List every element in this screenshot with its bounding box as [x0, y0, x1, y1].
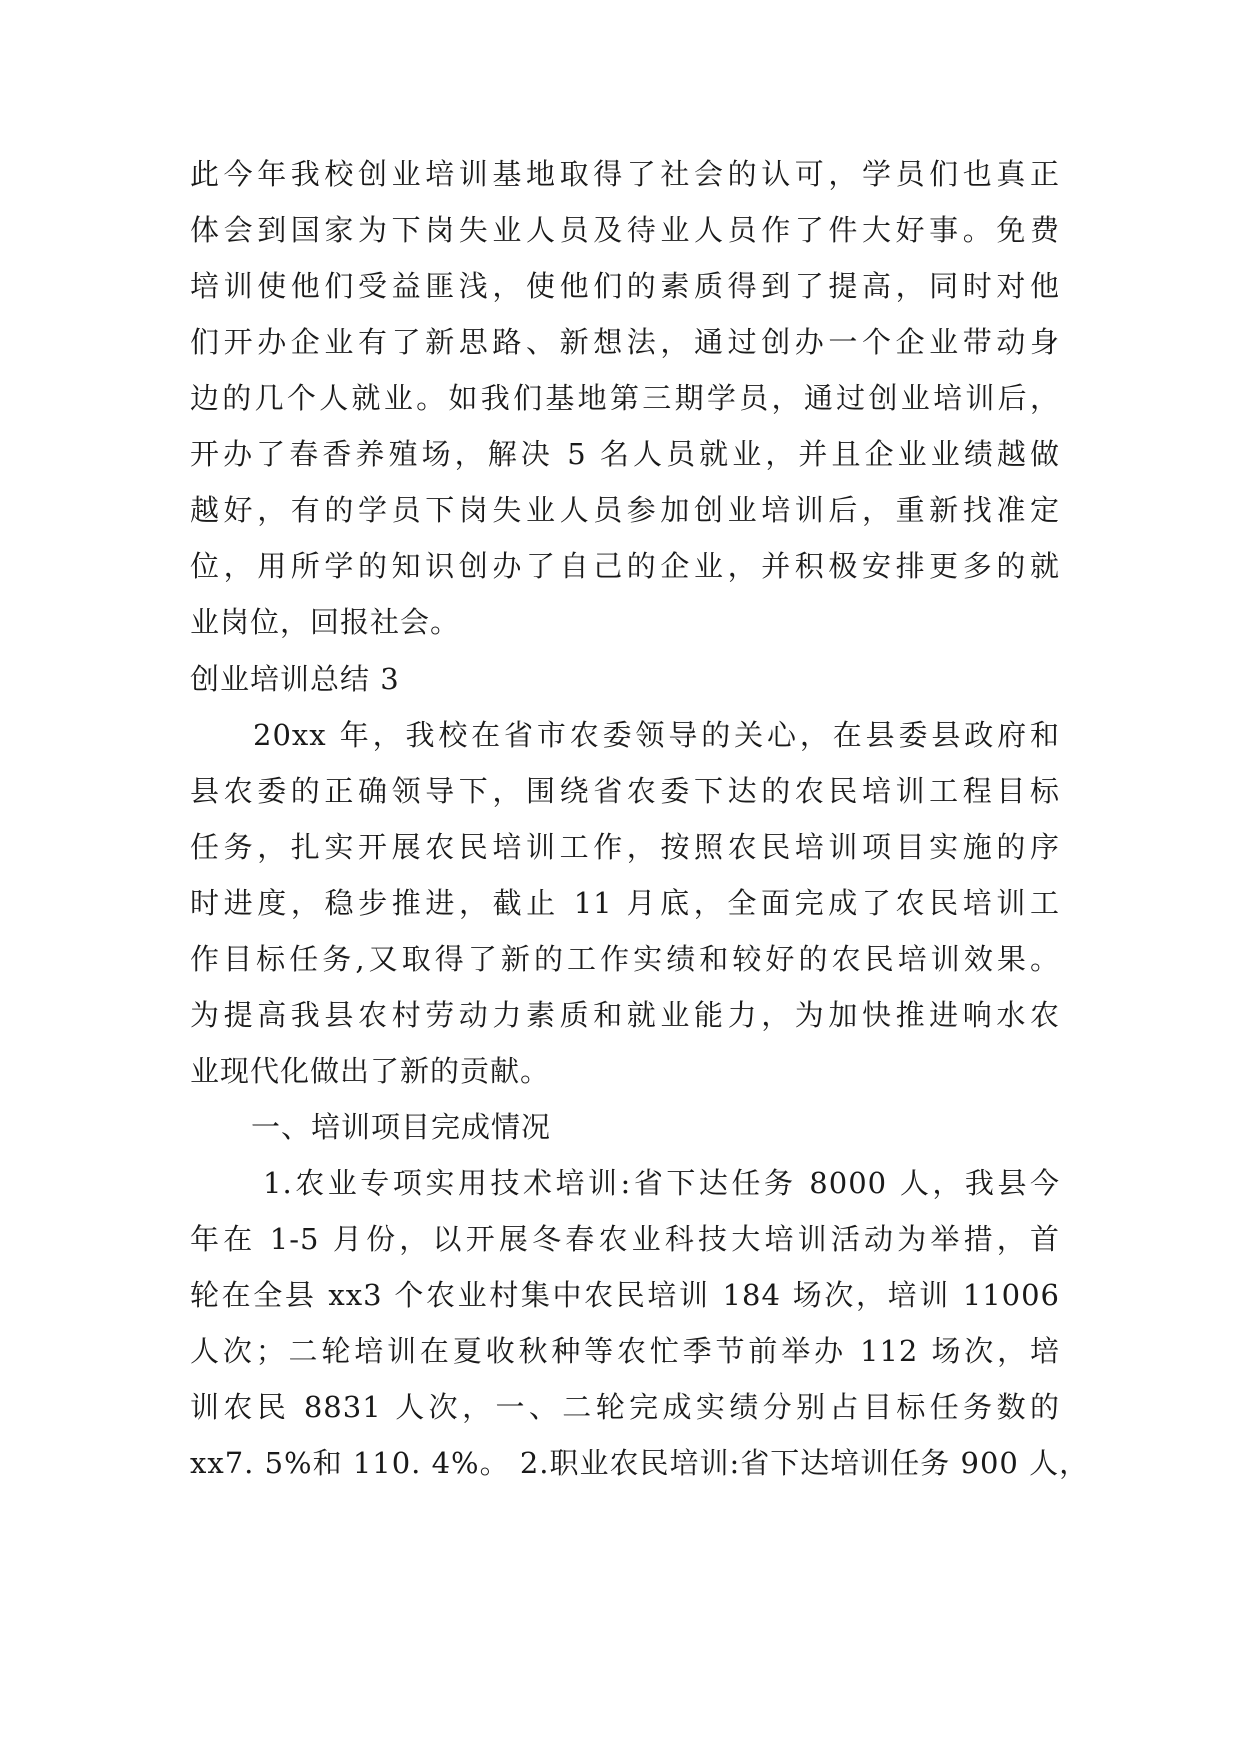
paragraph-line: 任务，扎实开展农民培训工作，按照农民培训项目实施的序: [190, 830, 1060, 864]
paragraph-line: 人次；二轮培训在夏收秋种等农忙季节前举办 112 场次，培: [190, 1334, 1060, 1368]
section-heading: 创业培训总结 3: [190, 662, 400, 696]
paragraph-line: 位，用所学的知识创办了自己的企业，并积极安排更多的就: [190, 549, 1060, 583]
paragraph-line: 此今年我校创业培训基地取得了社会的认可，学员们也真正: [190, 157, 1060, 191]
subsection-heading: 一、培训项目完成情况: [251, 1110, 552, 1144]
paragraph-line: 越好，有的学员下岗失业人员参加创业培训后，重新找准定: [190, 493, 1060, 527]
paragraph-line: 业岗位，回报社会。: [190, 605, 461, 639]
paragraph-line: 体会到国家为下岗失业人员及待业人员作了件大好事。免费: [190, 213, 1060, 247]
paragraph-line: 培训使他们受益匪浅，使他们的素质得到了提高，同时对他: [190, 269, 1060, 303]
paragraph-line: 20xx 年，我校在省市农委领导的关心，在县委县政府和: [253, 718, 1060, 752]
paragraph-line: 开办了春香养殖场，解决 5 名人员就业，并且企业业绩越做: [190, 437, 1060, 471]
paragraph-line: 年在 1-5 月份，以开展冬春农业科技大培训活动为举措，首: [190, 1222, 1060, 1256]
paragraph-line: 业现代化做出了新的贡献。: [190, 1054, 551, 1088]
paragraph-line: 训农民 8831 人次，一、二轮完成实绩分别占目标任务数的: [190, 1390, 1060, 1424]
paragraph-line: 作目标任务,又取得了新的工作实绩和较好的农民培训效果。: [190, 942, 1060, 976]
paragraph-line: 1.农业专项实用技术培训:省下达任务 8000 人，我县今: [263, 1166, 1060, 1200]
paragraph-line: 轮在全县 xx3 个农业村集中农民培训 184 场次，培训 11006: [190, 1278, 1060, 1312]
paragraph-line: 县农委的正确领导下，围绕省农委下达的农民培训工程目标: [190, 774, 1060, 808]
paragraph-line: xx7. 5%和 110. 4%。 2.职业农民培训:省下达培训任务 900 人，: [190, 1446, 1090, 1480]
paragraph-line: 为提高我县农村劳动力素质和就业能力，为加快推进响水农: [190, 998, 1060, 1032]
paragraph-line: 们开办企业有了新思路、新想法，通过创办一个企业带动身: [190, 325, 1060, 359]
paragraph-line: 边的几个人就业。如我们基地第三期学员，通过创业培训后，: [190, 381, 1060, 415]
paragraph-line: 时进度，稳步推进，截止 11 月底，全面完成了农民培训工: [190, 886, 1060, 920]
